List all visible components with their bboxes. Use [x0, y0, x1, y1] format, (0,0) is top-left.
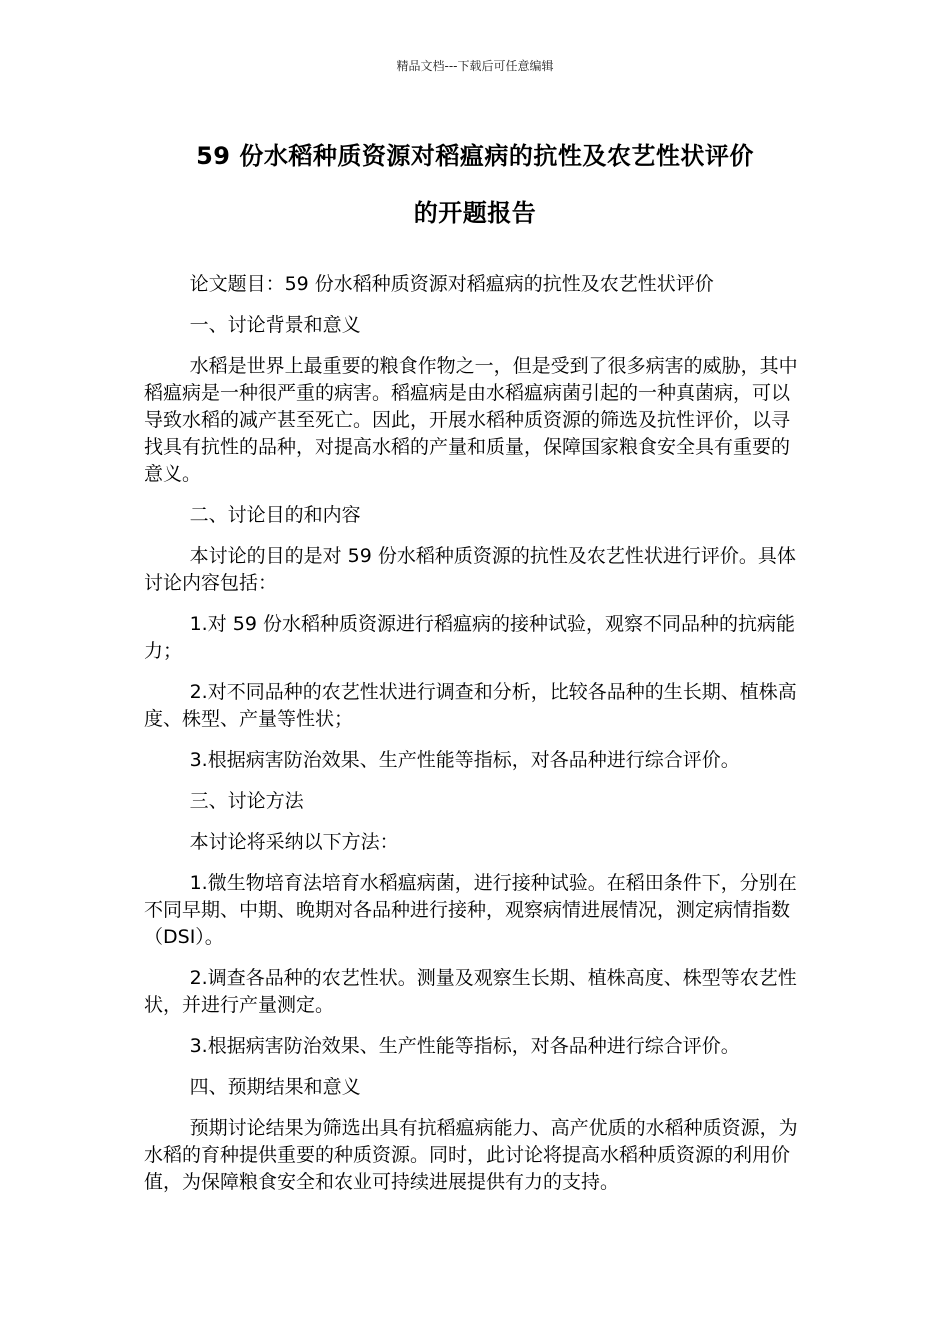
content-item-3: 3.根据病害防治效果、生产性能等指标，对各品种进行综合评价。 — [189, 749, 740, 771]
content-item-1: 1.对 59 份水稻种质资源进行稻瘟病的接种试验，观察不同品种的抗病能力； — [144, 613, 795, 662]
method-item-3: 3.根据病害防治效果、生产性能等指标，对各品种进行综合评价。 — [189, 1035, 740, 1057]
section-heading-purpose: 二、讨论目的和内容 — [189, 504, 361, 526]
method-item-1: 1.微生物培育法培育水稻瘟病菌，进行接种试验。在稻田条件下，分别在不同早期、中期、晚期对各品种进行接种，观察病情进展情况，测定病情指数（DSI）。 — [144, 872, 797, 948]
document-title-line-2: 的开题报告 — [413, 199, 537, 227]
section-heading-background: 一、讨论背景和意义 — [189, 314, 361, 336]
background-paragraph: 水稻是世界上最重要的粮食作物之一，但是受到了很多病害的威胁，其中稻瘟病是一种很严重的病害。稻瘟病是由水稻瘟病菌引起的一种真菌病，可以导致水稻的减产甚至死亡。因此，开展水稻种质资源的筛选及抗性评价，以寻找具有抗性的品种，对提高水稻的产量和质量，保障国家粮食安全具有重要的意义。 — [144, 355, 798, 485]
content-item-2: 2.对不同品种的农艺性状进行调查和分析，比较各品种的生长期、植株高度、株型、产量等性状； — [144, 681, 797, 730]
document-body — [144, 271, 804, 1210]
method-item-2: 2.调查各品种的农艺性状。测量及观察生长期、植株高度、株型等农艺性状，并进行产量测定。 — [144, 967, 797, 1016]
purpose-paragraph: 本讨论的目的是对 59 份水稻种质资源的抗性及农艺性状进行评价。具体讨论内容包括： — [144, 545, 796, 594]
document-title-line-1: 59 份水稻种质资源对稻瘟病的抗性及农艺性状评价 — [196, 142, 754, 170]
header-note: 精品文档---下载后可任意编辑 — [396, 59, 554, 73]
expected-results-paragraph: 预期讨论结果为筛选出具有抗稻瘟病能力、高产优质的水稻种质资源，为水稻的育种提供重要的种质资源。同时，此讨论将提高水稻种质资源的利用价值，为保障粮食安全和农业可持续进展提供有力的支持。 — [144, 1117, 798, 1193]
thesis-topic: 论文题目：59 份水稻种质资源对稻瘟病的抗性及农艺性状评价 — [189, 273, 714, 295]
section-heading-methods: 三、讨论方法 — [189, 790, 304, 812]
methods-intro: 本讨论将采纳以下方法： — [189, 831, 399, 853]
section-heading-expected-results: 四、预期结果和意义 — [189, 1076, 361, 1098]
